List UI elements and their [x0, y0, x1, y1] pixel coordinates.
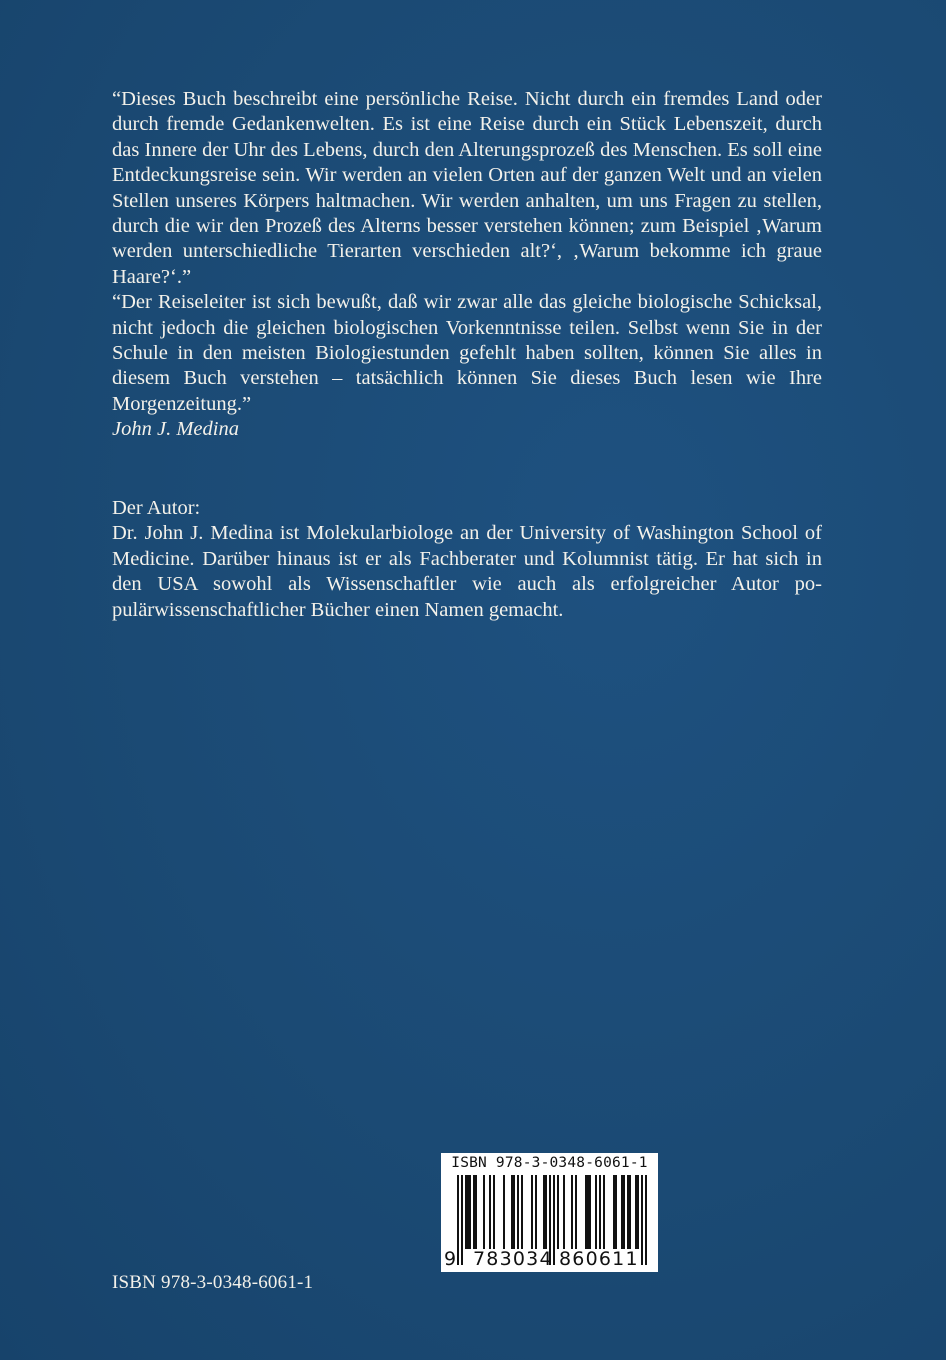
barcode-bar [571, 1175, 573, 1249]
barcode-bar [603, 1175, 605, 1249]
quote-paragraph-1: “Dieses Buch beschreibt eine persönliche Reise. Nicht durch ein fremdes Land oder durch fremde Gedankenwelten. Es ist eine Reise durch ein Stück Lebenszeit, durch das Innere der Uhr des Lebens, durch den Alterungsprozeß des Menschen. Es soll eine Entdeckungsreise sein. Wir werden an vielen Orten auf der ganzen Welt und an vielen Stellen unseres Körpers haltmachen. Wir werden anhalten, um uns Fragen zu stellen, durch die wir den Prozeß des Alterns besser verstehen können; zum Beispiel ‚Warum werden unterschiedliche Tierarten verschieden alt?‘, ‚Warum bekomme ich graue Haare?‘.” [112, 88, 822, 288]
barcode-bar [489, 1175, 491, 1249]
isbn-text: ISBN 978-3-0348-6061-1 [112, 1272, 314, 1293]
barcode-bar [585, 1175, 591, 1249]
barcode-isbn-label: ISBN 978-3-0348-6061-1 [451, 1155, 648, 1171]
barcode [441, 1153, 658, 1272]
barcode-digits [441, 1248, 658, 1270]
barcode-bar [531, 1175, 533, 1249]
author-bio-text: Dr. John J. Medina ist Molekularbiologe an der University of Washington School of Medicine. Darüber hinaus ist er als Fachberater und Kolumnist tätig. Er hat sich in den USA sowohl als Wissenschaftler wie auch als erfolgreicher Autor populärwissenschaftlicher Bücher einen Namen gemacht. [112, 522, 822, 621]
barcode-bar [503, 1175, 505, 1249]
barcode-bar [621, 1175, 625, 1249]
barcode-bar [557, 1175, 559, 1249]
barcode-bar [535, 1175, 537, 1249]
barcode-bar [627, 1175, 631, 1249]
barcode-bar [595, 1175, 597, 1249]
barcode-digits-left: 783034 [473, 1248, 553, 1270]
barcode-bar [613, 1175, 617, 1249]
barcode-bar [483, 1175, 485, 1249]
barcode-bar [465, 1175, 471, 1249]
author-bio-section [112, 496, 822, 623]
barcode-digit-first: 9 [444, 1248, 457, 1270]
quote-section [112, 87, 822, 443]
barcode-bar [517, 1175, 519, 1249]
author-bio-heading: Der Autor: [112, 497, 201, 519]
barcode-bar [543, 1175, 547, 1249]
barcode-bar [493, 1175, 495, 1249]
barcode-bar [511, 1175, 515, 1249]
barcode-bar [563, 1175, 565, 1249]
barcode-bar [599, 1175, 601, 1249]
barcode-digits-right: 860611 [559, 1248, 639, 1270]
barcode-bar [521, 1175, 523, 1249]
barcode-bar [473, 1175, 477, 1249]
barcode-bar [575, 1175, 577, 1249]
barcode-bar [635, 1175, 639, 1249]
quote-author: John J. Medina [112, 418, 239, 441]
quote-paragraph-2: “Der Reiseleiter ist sich bewußt, daß wir zwar alle das gleiche biologische Schicksal, nicht jedoch die gleichen biologischen Vorkenntnisse teilen. Selbst wenn Sie in der Schule in den meisten Biologiestunden gefehlt haben sollten, können Sie alles in diesem Buch verstehen – tatsächlich können Sie dieses Buch lesen wie Ihre Morgenzeitung.” [112, 291, 822, 415]
